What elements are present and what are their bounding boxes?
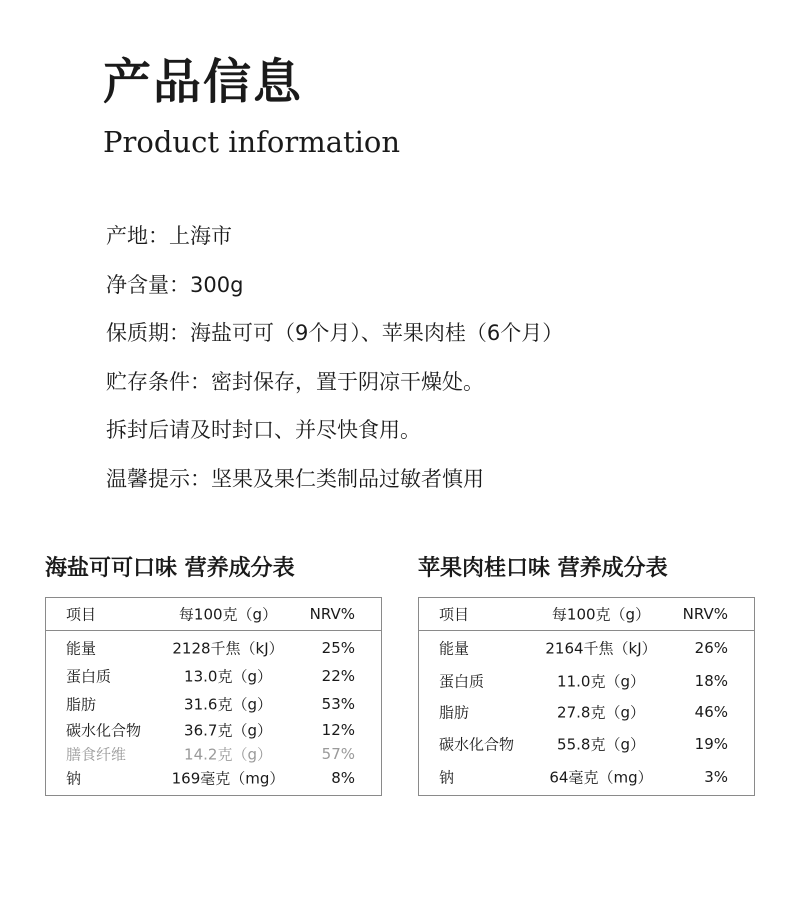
storage-line: 贮存条件：密封保存，置于阴凉干燥处。	[106, 369, 484, 394]
shelf-life-line: 保质期：海盐可可（9个月）、苹果肉桂（6个月）	[106, 321, 564, 345]
row-amount: 36.7克（g）	[184, 721, 272, 740]
row-nrv: 53%	[321, 695, 355, 713]
row-amount: 11.0克（g）	[557, 672, 645, 691]
row-nrv: 18%	[694, 672, 728, 690]
row-nrv: 3%	[704, 768, 728, 786]
nutrition-panel-apple-cinnamon	[418, 552, 728, 787]
row-nrv: 46%	[694, 703, 728, 721]
row-nrv: 26%	[694, 639, 728, 657]
row-name: 钠	[66, 769, 82, 788]
row-name: 碳水化合物	[66, 721, 142, 740]
nutrition-table	[45, 597, 382, 796]
row-name: 脂肪	[66, 695, 97, 714]
table-header-row	[419, 598, 754, 631]
header-item: 项目	[66, 605, 97, 624]
row-name: 蛋白质	[66, 667, 112, 686]
row-name: 膳食纤维	[66, 745, 127, 764]
row-amount: 55.8克（g）	[557, 735, 645, 754]
row-nrv: 12%	[321, 721, 355, 739]
row-nrv: 19%	[694, 735, 728, 753]
row-amount: 64毫克（mg）	[549, 768, 653, 787]
table-header-row	[46, 598, 381, 631]
net-content-line: 净含量：300g	[106, 272, 244, 297]
product-info-list	[106, 212, 563, 503]
row-amount: 14.2克（g）	[184, 745, 272, 764]
nutrition-panel-sea-salt-cocoa	[45, 552, 355, 788]
row-nrv: 8%	[331, 769, 355, 787]
origin-line: 产地：上海市	[106, 224, 232, 248]
row-name: 蛋白质	[439, 672, 485, 691]
row-amount: 13.0克（g）	[184, 667, 272, 686]
nutrition-panel-title: 苹果肉桂口味 营养成分表	[418, 556, 668, 581]
header-per-100g: 每100克（g）	[551, 605, 651, 624]
allergy-notice-line: 温馨提示：坚果及果仁类制品过敏者慎用	[106, 466, 484, 491]
header-item: 项目	[439, 605, 470, 624]
row-nrv: 22%	[321, 667, 355, 685]
row-name: 钠	[439, 768, 455, 787]
row-nrv: 25%	[321, 639, 355, 657]
header-nrv: NRV%	[309, 605, 355, 623]
page-subtitle: Product information	[103, 125, 401, 159]
row-amount: 31.6克（g）	[184, 695, 272, 714]
row-amount: 169毫克（mg）	[171, 769, 285, 788]
nutrition-panel-title: 海盐可可口味 营养成分表	[45, 556, 295, 581]
header-nrv: NRV%	[682, 605, 728, 623]
row-amount: 2128千焦（kJ）	[172, 639, 284, 658]
header-per-100g: 每100克（g）	[178, 605, 278, 624]
row-amount: 2164千焦（kJ）	[545, 639, 657, 658]
row-name: 碳水化合物	[439, 735, 515, 754]
nutrition-table	[418, 597, 755, 796]
row-name: 能量	[439, 639, 470, 658]
row-amount: 27.8克（g）	[557, 703, 645, 722]
row-nrv: 57%	[321, 745, 355, 763]
after-opening-line: 拆封后请及时封口、并尽快食用。	[106, 418, 421, 442]
page-title: 产品信息	[103, 54, 304, 110]
row-name: 能量	[66, 639, 97, 658]
row-name: 脂肪	[439, 703, 470, 722]
